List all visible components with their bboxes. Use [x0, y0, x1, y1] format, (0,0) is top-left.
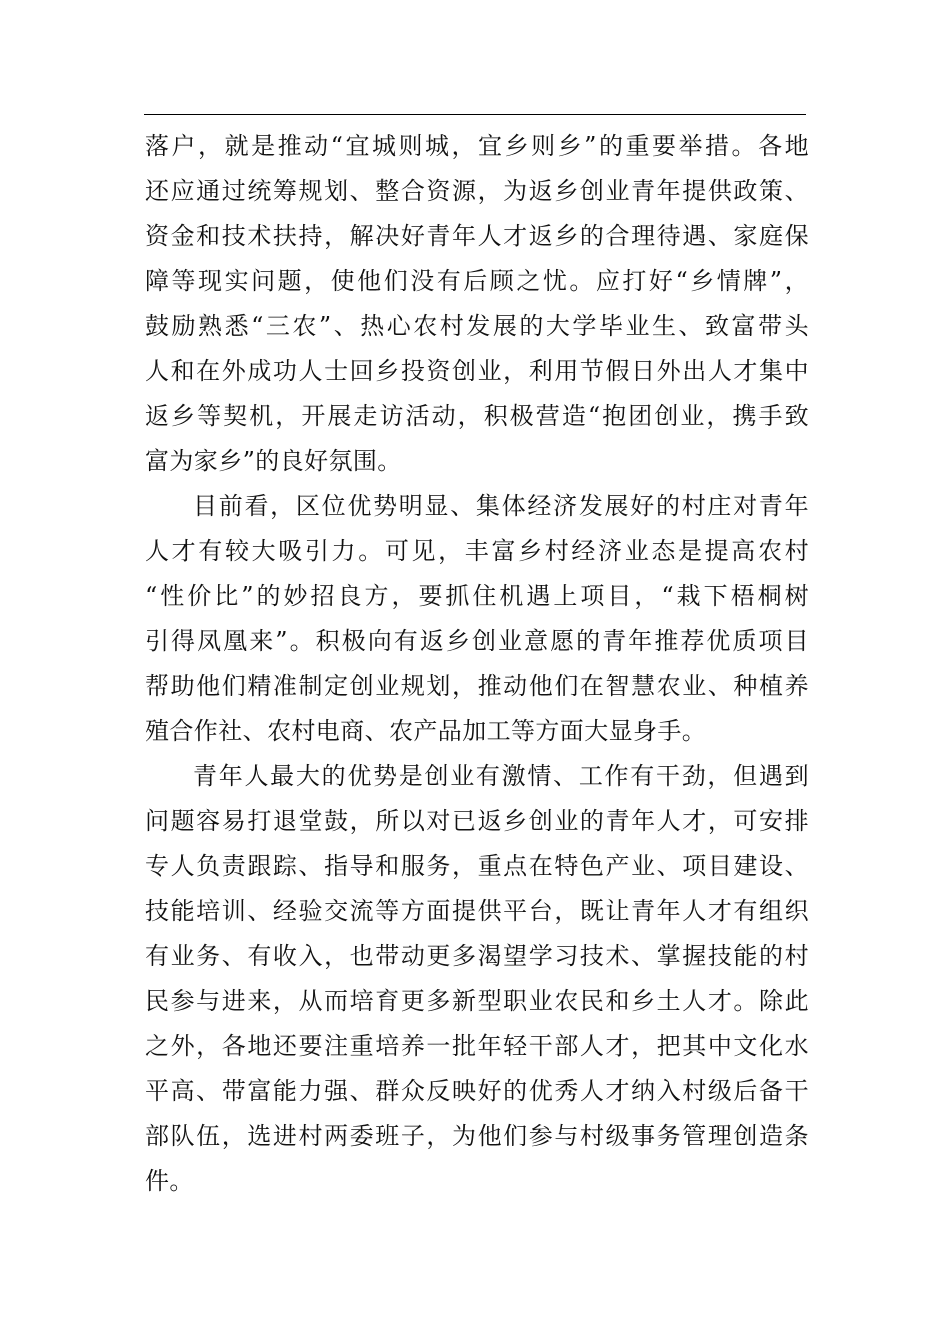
text-line: 殖合作社、农村电商、农产品加工等方面大显身手。 — [145, 717, 707, 745]
text-line: 之外，各地还要注重培养一批年轻干部人才，把其中文化水 — [145, 1032, 809, 1060]
text-line: 人和在外成功人士回乡投资创业，利用节假日外出人才集中 — [145, 357, 809, 385]
text-line: 落户，就是推动“宜城则城，宜乡则乡”的重要举措。各地 — [145, 132, 809, 160]
text-line: 问题容易打退堂鼓，所以对已返乡创业的青年人才，可安排 — [145, 807, 809, 835]
text-line: 有业务、有收入，也带动更多渴望学习技术、掌握技能的村 — [145, 942, 809, 970]
text-line: 资金和技术扶持，解决好青年人才返乡的合理待遇、家庭保 — [145, 222, 809, 250]
text-line: 障等现实问题，使他们没有后顾之忧。应打好“乡情牌”， — [145, 267, 809, 295]
text-line: 富为家乡”的良好氛围。 — [145, 447, 402, 475]
text-line: 部队伍，选进村两委班子，为他们参与村级事务管理创造条 — [145, 1122, 809, 1150]
text-line: 专人负责跟踪、指导和服务，重点在特色产业、项目建设、 — [145, 852, 809, 880]
paragraph-3 — [145, 754, 809, 1204]
text-line: 青年人最大的优势是创业有激情、工作有干劲，但遇到 — [193, 762, 809, 790]
paragraph-1 — [145, 124, 809, 484]
text-line: 引得凤凰来”。积极向有返乡创业意愿的青年推荐优质项目 — [145, 627, 809, 655]
text-line: 目前看，区位优势明显、集体经济发展好的村庄对青年 — [193, 492, 809, 520]
text-line: 鼓励熟悉“三农”、热心农村发展的大学毕业生、致富带头 — [145, 312, 809, 340]
text-line: 帮助他们精准制定创业规划，推动他们在智慧农业、种植养 — [145, 672, 809, 700]
text-line: 技能培训、经验交流等方面提供平台，既让青年人才有组织 — [145, 897, 809, 925]
text-line: 平高、带富能力强、群众反映好的优秀人才纳入村级后备干 — [145, 1077, 809, 1105]
header-rule — [144, 114, 806, 115]
text-line: 民参与进来，从而培育更多新型职业农民和乡土人才。除此 — [145, 987, 809, 1015]
text-line: 人才有较大吸引力。可见，丰富乡村经济业态是提高农村 — [145, 537, 809, 565]
document-body — [145, 124, 809, 1204]
text-line: “性价比”的妙招良方，要抓住机遇上项目，“栽下梧桐树 — [145, 582, 809, 610]
text-line: 件。 — [145, 1167, 194, 1195]
text-line: 返乡等契机，开展走访活动，积极营造“抱团创业，携手致 — [145, 402, 809, 430]
paragraph-2 — [145, 484, 809, 754]
text-line: 还应通过统筹规划、整合资源，为返乡创业青年提供政策、 — [145, 177, 809, 205]
